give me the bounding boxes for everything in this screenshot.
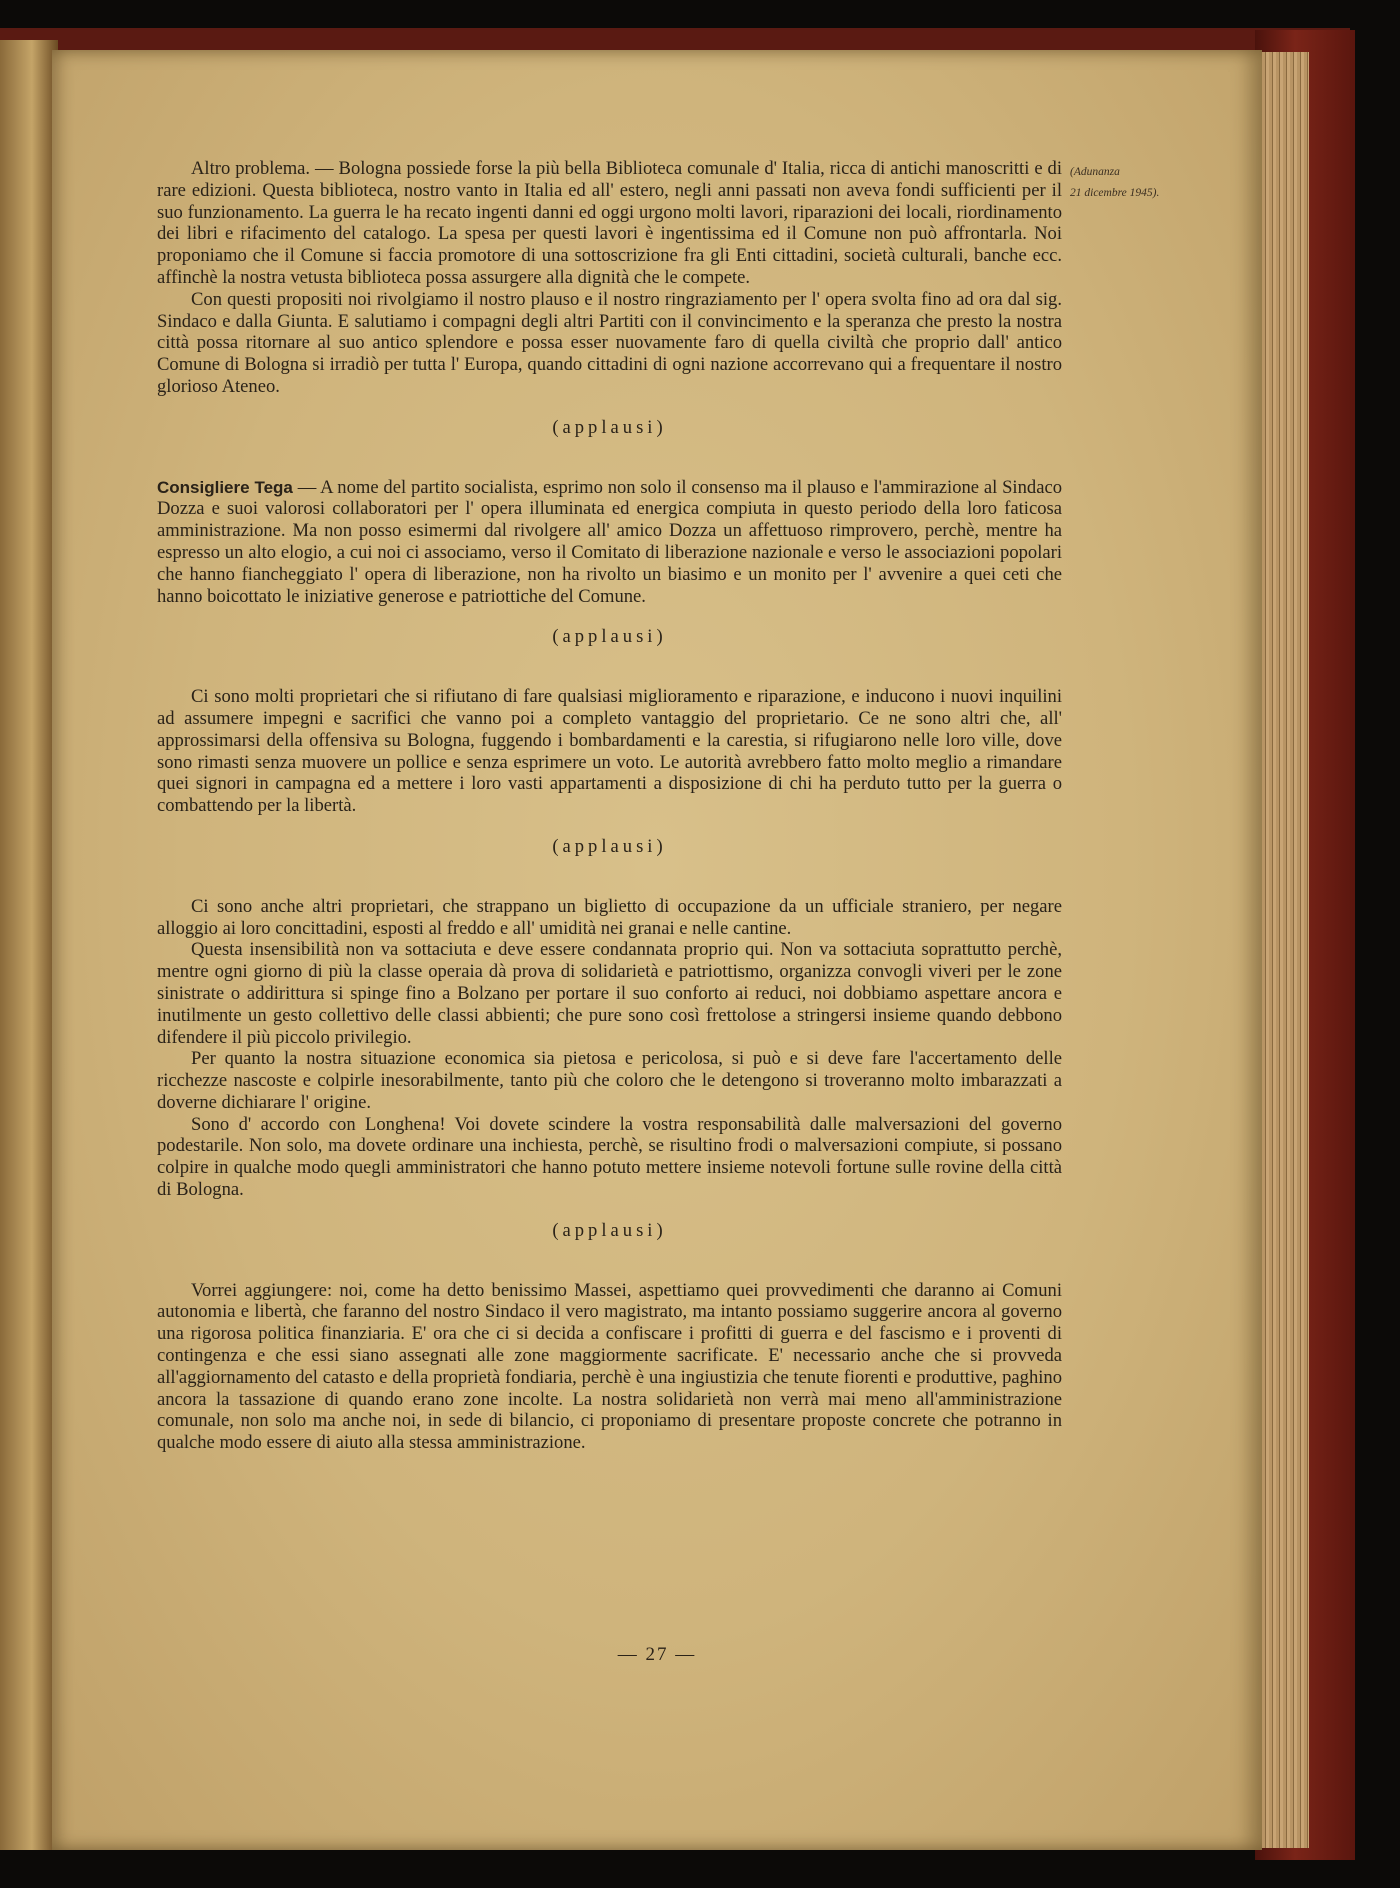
paragraph-situazione-economica: Per quanto la nostra situazione economica sia pietosa e pericolosa, si può e si deve fare l'accertamento delle ricchezze nascoste e colpirle inesorabilmente, tanto più che coloro che le detengono si troveranno molto imbarazzati a doverne dichiarare l' origine.	[157, 1048, 1062, 1113]
paragraph-proprietari: Ci sono molti proprietari che si rifiutano di fare qualsiasi miglioramento e riparazione, e inducono i nuovi inquilini ad assumere impegni e sacrifici che vanno poi a completo vantaggio del proprietario. Ce ne sono altri che, all' approssimarsi della offensiva su Bologna, fuggendo i bombardamenti e la carestia, si rifugiarono nelle loro ville, dove sono rimasti senza muovere un pollice e senza esprimere un voto. Le autorità avrebbero fatto molto meglio a rimandare quei signori in campagna ed a mettere i loro vasti appartamenti a disposizione di chi ha perduto tutto per la guerra o combattendo per la libertà.	[157, 686, 1062, 817]
paragraph-tega	[157, 477, 1062, 608]
body-text	[157, 158, 1062, 1454]
margin-note	[1070, 162, 1240, 204]
page-number: — 27 —	[617, 1644, 697, 1665]
applausi-3: (applausi)	[552, 835, 667, 857]
margin-note-line-2: 21 dicembre 1945).	[1070, 187, 1160, 199]
document-page	[52, 50, 1262, 1850]
paragraph-biblioteca: Altro problema. — Bologna possiede forse la più bella Biblioteca comunale d' Italia, ricca di antichi manoscritti e di rare edizioni. Questa biblioteca, nostro vanto in Italia ed all' estero, negli anni passati non aveva fondi sufficienti per il suo funzionamento. La guerra le ha recato ingenti danni ed oggi urgono molti lavori, riparazioni dei locali, riordinamento dei libri e rifacimento del catalogo. La spesa per questi lavori è ingentissima ed il Comune non può affrontarla. Noi proponiamo che il Comune si faccia promotore di una sottoscrizione fra gli Enti cittadini, società culturali, banche ecc. affinchè la nostra vetusta biblioteca possa assurgere alla dignità che le compete.	[157, 158, 1062, 288]
applausi-4: (applausi)	[552, 1219, 667, 1241]
left-page-edge	[0, 40, 58, 1850]
paragraph-insensibilita: Questa insensibilità non va sottaciuta e deve essere condannata proprio qui. Non va sottaciuta soprattutto perchè, mentre ogni giorno di più la classe operaia dà prova di solidarietà e patriottismo, organizza convogli viveri per le zone sinistrate o addirittura si spinge fino a Bolzano per portare il suo conforto ai reduci, noi dobbiamo aspettare ancora e inutilmente un gesto collettivo delle classi abbienti; che pure sono così frettolose a stringersi insieme quando debbono difendere il più piccolo privilegio.	[157, 939, 1062, 1048]
paragraph-tega-text: — A nome del partito socialista, esprimo non solo il consenso ma il plauso e l'ammirazione al Sindaco Dozza e suoi valorosi collaboratori per l' opera illuminata ed energica compiuta in questo periodo della loro faticosa amministrazione. Ma non posso esimermi dal rivolgere all' amico Dozza un affettuoso rimprovero, perchè, mentre ha espresso un alto elogio, a cui noi ci associamo, verso il Comitato di liberazione nazionale e verso le associazioni popolari che hanno fiancheggiato l' opera di liberazione, non ha rivolto un biasimo e un monito per l' avvenire a quei ceti che hanno boicottato le iniziative generose e patriottiche del Comune.	[157, 476, 1062, 607]
applausi-2: (applausi)	[552, 626, 667, 648]
speaker-name: Consigliere Tega	[157, 477, 293, 497]
paragraph-longhena: Sono d' accordo con Longhena! Voi dovete scindere la vostra responsabilità dalle malversazioni del governo podestarile. Non solo, ma dovete ordinare una inchiesta, perchè, se risultino frodi o malversazioni compiute, si possano colpire in qualche modo quegli amministratori che hanno potuto mettere insieme notevoli fortune sulle rovine della città di Bologna.	[157, 1113, 1062, 1201]
margin-note-line-1: (Adunanza	[1070, 166, 1120, 178]
applausi-1: (applausi)	[552, 416, 667, 438]
paragraph-propositi: Con questi propositi noi rivolgiamo il nostro plauso e il nostro ringraziamento per l' opera svolta fino ad ora dal sig. Sindaco e dalla Giunta. E salutiamo i compagni degli altri Partiti con il convincimento e la speranza che presto la nostra città possa ritornare al suo antico splendore e possa esser nuovamente faro di quella civiltà che proprio dall' antico Comune di Bologna si irradiò per tutta l' Europa, quando cittadini di ogni nazione accorrevano qui a frequentare il nostro glorioso Ateneo.	[157, 288, 1062, 397]
paragraph-altri-proprietari: Ci sono anche altri proprietari, che strappano un biglietto di occupazione da un ufficiale straniero, per negare alloggio ai loro concittadini, esposti al freddo e all' umidità nei granai e nelle cantine.	[157, 895, 1062, 939]
paragraph-aggiungere: Vorrei aggiungere: noi, come ha detto benissimo Massei, aspettiamo quei provvedimenti che daranno ai Comuni autonomia e libertà, che faranno del nostro Sindaco il vero magistrato, ma intanto possiamo suggerire ancora al governo una rigorosa politica finanziaria. E' ora che ci si decida a confiscare i profitti di guerra e del fascismo e i proventi di contingenza e che essi siano assegnati alle zone maggiormente sacrificate. E' necessario anche che si provveda all'aggiornamento del catasto e della proprietà fondiaria, perchè è una ingiustizia che tenute fiorenti e produttive, paghino ancora la tassazione di quando erano zone incolte. La nostra solidarietà non verrà mai meno all'amministrazione comunale, non solo ma anche noi, in sede di bilancio, ci proponiamo di presentare proposte concrete che potranno in qualche modo essere di aiuto alla stessa amministrazione.	[157, 1279, 1062, 1454]
page-stack-edges	[1255, 52, 1309, 1848]
